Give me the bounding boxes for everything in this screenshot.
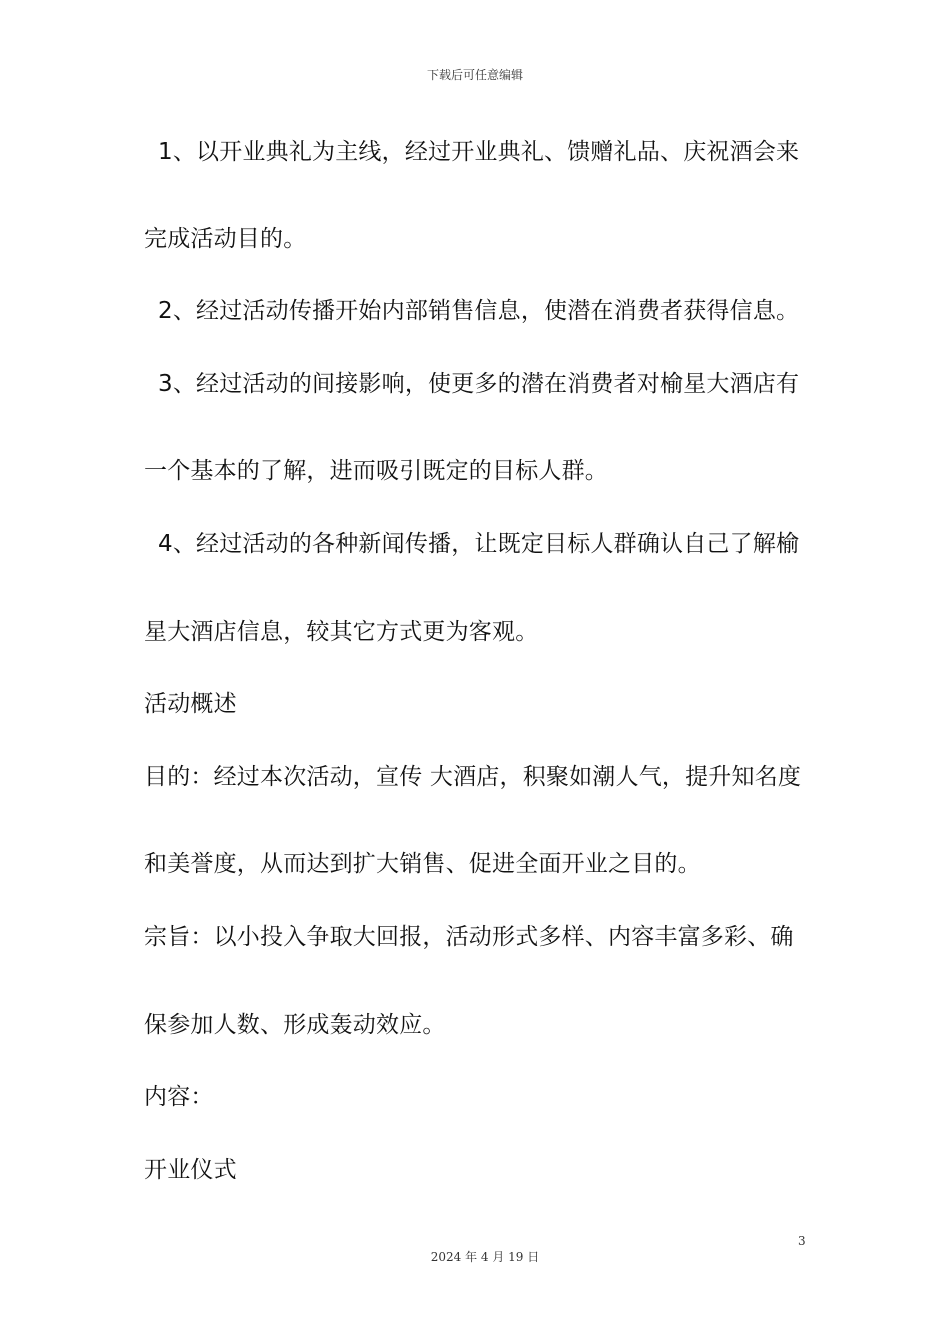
paragraph-line: 完成活动目的。	[144, 226, 307, 252]
footer-date: 2024 年 4 月 19 日	[430, 1250, 540, 1264]
paragraph-line: 和美誉度，从而达到扩大销售、促进全面开业之目的。	[144, 851, 701, 877]
paragraph-line: 4、经过活动的各种新闻传播，让既定目标人群确认自己了解榆	[158, 531, 800, 557]
section-heading: 开业仪式	[144, 1157, 237, 1183]
paragraph-line: 1、以开业典礼为主线，经过开业典礼、馈赠礼品、庆祝酒会来	[158, 139, 800, 165]
section-label: 内容：	[144, 1084, 214, 1110]
paragraph-line: 3、经过活动的间接影响，使更多的潜在消费者对榆星大酒店有	[158, 371, 800, 397]
paragraph-line: 宗旨：以小投入争取大回报，活动形式多样、内容丰富多彩、确	[144, 924, 794, 950]
section-heading: 活动概述	[144, 691, 237, 717]
paragraph-line: 星大酒店信息，较其它方式更为客观。	[144, 619, 539, 645]
paragraph-line: 2、经过活动传播开始内部销售信息，使潜在消费者获得信息。	[158, 298, 800, 324]
page-number: 3	[798, 1234, 806, 1248]
paragraph-line: 目的：经过本次活动，宣传 大酒店，积聚如潮人气，提升知名度	[144, 764, 802, 790]
header-note: 下载后可任意编辑	[426, 68, 523, 82]
paragraph-line: 保参加人数、形成轰动效应。	[144, 1012, 446, 1038]
paragraph-line: 一个基本的了解，进而吸引既定的目标人群。	[144, 458, 608, 484]
